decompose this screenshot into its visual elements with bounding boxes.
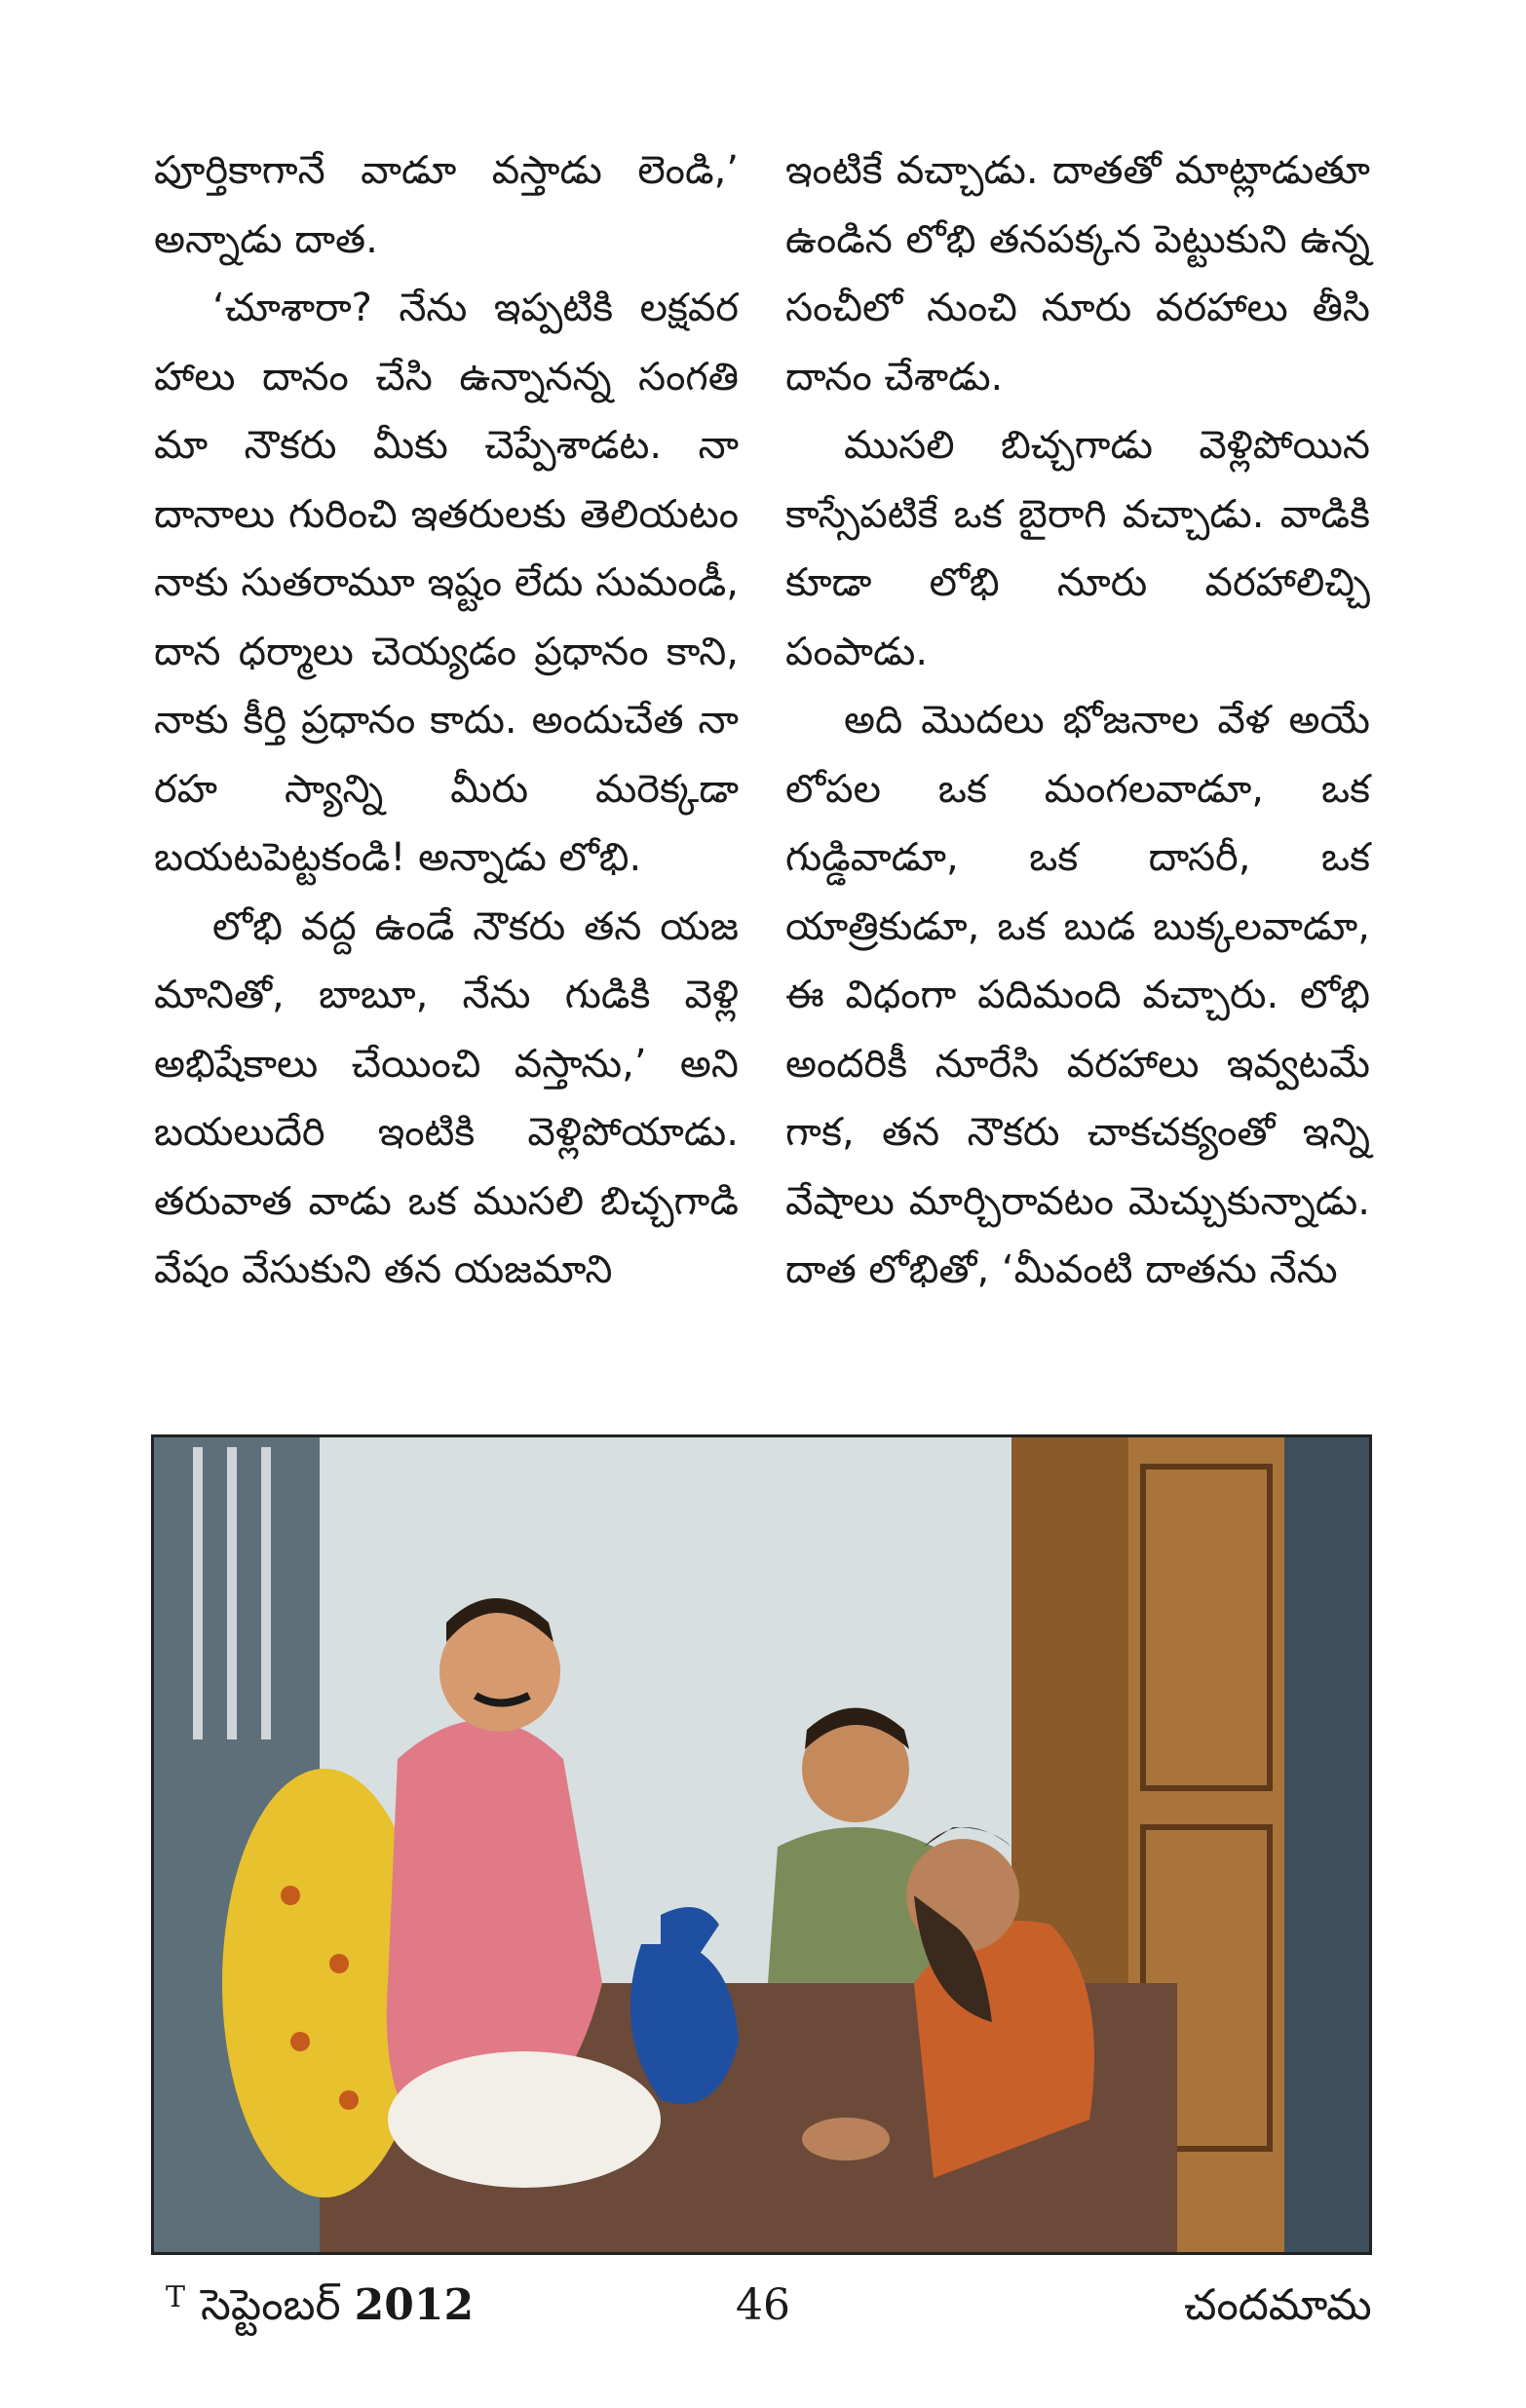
story-illustration (151, 1434, 1372, 2255)
footer-month: సెప్టెంబర్ (201, 2280, 341, 2330)
paragraph: పూర్తికాగానే వాడూ వస్తాడు లెండి,’ అన్నాడు దాత. (154, 148, 739, 262)
paragraph: లోభి వద్ద ఉండే నౌకరు తన యజ మానితో, బాబూ, నేను గుడికి వెళ్లి అభిషేకాలు చేయించి వస్తాను,’ అని బయలుదేరి ఇంటికి వెళ్లిపోయాడు. తరువాత వాడు ఒక ముసలి బిచ్చగాడి వేషం వేసుకుని తన యజమాని (154, 903, 739, 1292)
right-text-column (785, 136, 1370, 1305)
page-number: 46 (736, 2280, 790, 2330)
paragraph: ఇంటికే వచ్చాడు. దాతతో మాట్లాడుతూ ఉండిన లోభి తనపక్కన పెట్టుకుని ఉన్న సంచీలో నుంచి నూరు వరహాలు తీసి దానం చేశాడు. (785, 148, 1370, 400)
left-text-column (154, 136, 739, 1305)
paragraph: ముసలి బిచ్చగాడు వెళ్లిపోయిన కాస్సేపటికే ఒక బైరాగి వచ్చాడు. వాడికి కూడా లోభి నూరు వరహాలిచ్చి పంపాడు. (785, 423, 1370, 674)
footer-year: 2012 (354, 2280, 475, 2330)
footer-mark: T (166, 2280, 186, 2314)
page-footer (0, 2280, 1526, 2349)
magazine-name: చందమామ (1184, 2280, 1372, 2330)
paragraph: అది మొదలు భోజనాల వేళ అయే లోపల ఒక మంగలవాడూ, ఒక గుడ్డివాడూ, ఒక దాసరీ, ఒక యాత్రికుడూ, ఒక బుడ బుక్కలవాడూ, ఈ విధంగా పదిమంది వచ్చారు. లోభి అందరికీ నూరేసి వరహాలు ఇవ్వటమే గాక, తన నౌకరు చాకచక్యంతో ఇన్ని వేషాలు మార్చిరావటం మెచ్చుకున్నాడు. దాత లోభితో, ‘మీవంటి దాతను నేను (785, 698, 1370, 1292)
paragraph: ‘చూశారా? నేను ఇప్పటికి లక్షవర హాలు దానం చేసి ఉన్నానన్న సంగతి మా నౌకరు మీకు చెప్పేశాడట. నా దానాలు గురించి ఇతరులకు తెలియటం నాకు సుతరామూ ఇష్టం లేదు సుమండీ, దాన ధర్మాలు చెయ్యడం ప్రధానం కాని, నాకు కీర్తి ప్రధానం కాదు. అందుచేత నా రహ స్యాన్ని మీరు మరెక్కడా బయటపెట్టకండి! అన్నాడు లోభి. (154, 286, 739, 880)
footer-issue (166, 2280, 474, 2341)
illustration-scene (154, 1437, 1369, 2252)
